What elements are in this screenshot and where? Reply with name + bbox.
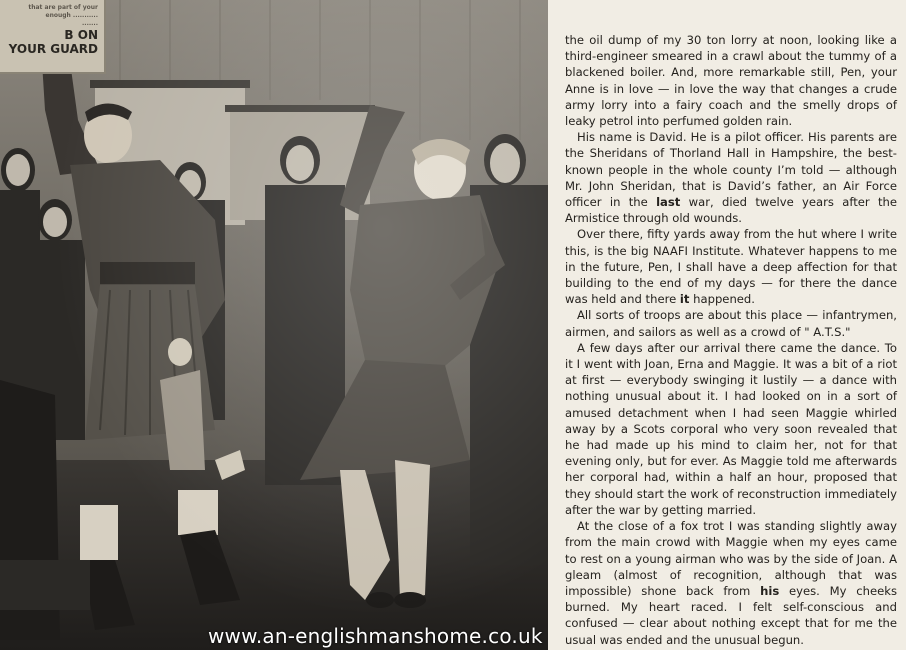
- poster-small-text-3: .......: [82, 20, 98, 27]
- poster-line-1: B ON: [64, 28, 98, 42]
- emphasized-word: last: [656, 195, 681, 210]
- paragraph-text: A few days after our arrival there came the dance. To it I went with Joan, Erna and Maggie. It was a bit of a riot at first — everybody swinging it lustily — a dance with nothing unusual about it. I had looked on in a sort of amused detachment when I had seen Maggie whirled away by a Scots corporal who very soon revealed that he had made up his mind to claim her, not for that evening only, but for ever. As Maggie told me afterwards her corporal had, within a half an hour, proposed that they should start the work of reconstruction immediately after the war by getting married.: [565, 340, 897, 517]
- paragraph-text: His name is David. He is a pilot officer. His parents are the Sheridans of Thorland Hall in Hampshire, the best-known people in the whole county I’m told — although Mr. John Sheridan, that is David’s father, an Air Force officer in the: [565, 130, 897, 210]
- poster-small-text-1: that are part of your: [28, 4, 98, 11]
- paragraph-text: eyes. My cheeks burned. My heart raced. I felt self-conscious and confused — clear about nothing except that for me the usual was ended and the unusual begun.: [565, 583, 898, 647]
- article-paragraph: [565, 518, 897, 648]
- paragraph-text: war, died twelve years after the Armistice through old wounds.: [565, 195, 897, 226]
- paragraph-text: the oil dump of my 30 ton lorry at noon, looking like a third-engineer smeared in a crawl about the tummy of a blackened boiler. And, more remarkable still, Pen, your Anne is in love — in love the way that changes a crude army lorry into a fairy coach and the smelly drops of leaky petrol into perfumed golden rain.: [565, 33, 897, 129]
- article-paragraph: [565, 129, 897, 226]
- poster-line-2: YOUR GUARD: [8, 42, 98, 56]
- paragraph-text: happened.: [689, 292, 755, 307]
- paragraph-text: All sorts of troops are about this place — infantrymen, airmen, and sailors as well as a crowd of " A.T.S.": [565, 308, 897, 339]
- article-paragraph: [565, 32, 897, 129]
- emphasized-word: his: [760, 583, 780, 598]
- paragraph-text: At the close of a fox trot I was standing slightly away from the main crowd with Maggie when my eyes came to rest on a young airman who was by the side of Joan. A gleam (almost of recognition, although that was impossible) shone back from: [565, 519, 897, 598]
- article-text-column: [548, 0, 906, 650]
- paragraph-text: Over there, fifty yards away from the hut where I write this, is the big NAAFI Institute. Whatever happens to me in the future, Pen, I shall have a deep affection for that building to the end of my days — for there the dance was held and there: [565, 227, 897, 307]
- article-paragraph: [565, 226, 897, 307]
- emphasized-word: it: [679, 292, 690, 307]
- article-paragraph: [565, 340, 897, 518]
- poster-small-text-2: enough ...........: [45, 12, 98, 19]
- wall-poster: [0, 0, 106, 74]
- article-paragraph: [565, 307, 897, 339]
- source-watermark: www.an-englishmanshome.co.uk: [208, 624, 543, 648]
